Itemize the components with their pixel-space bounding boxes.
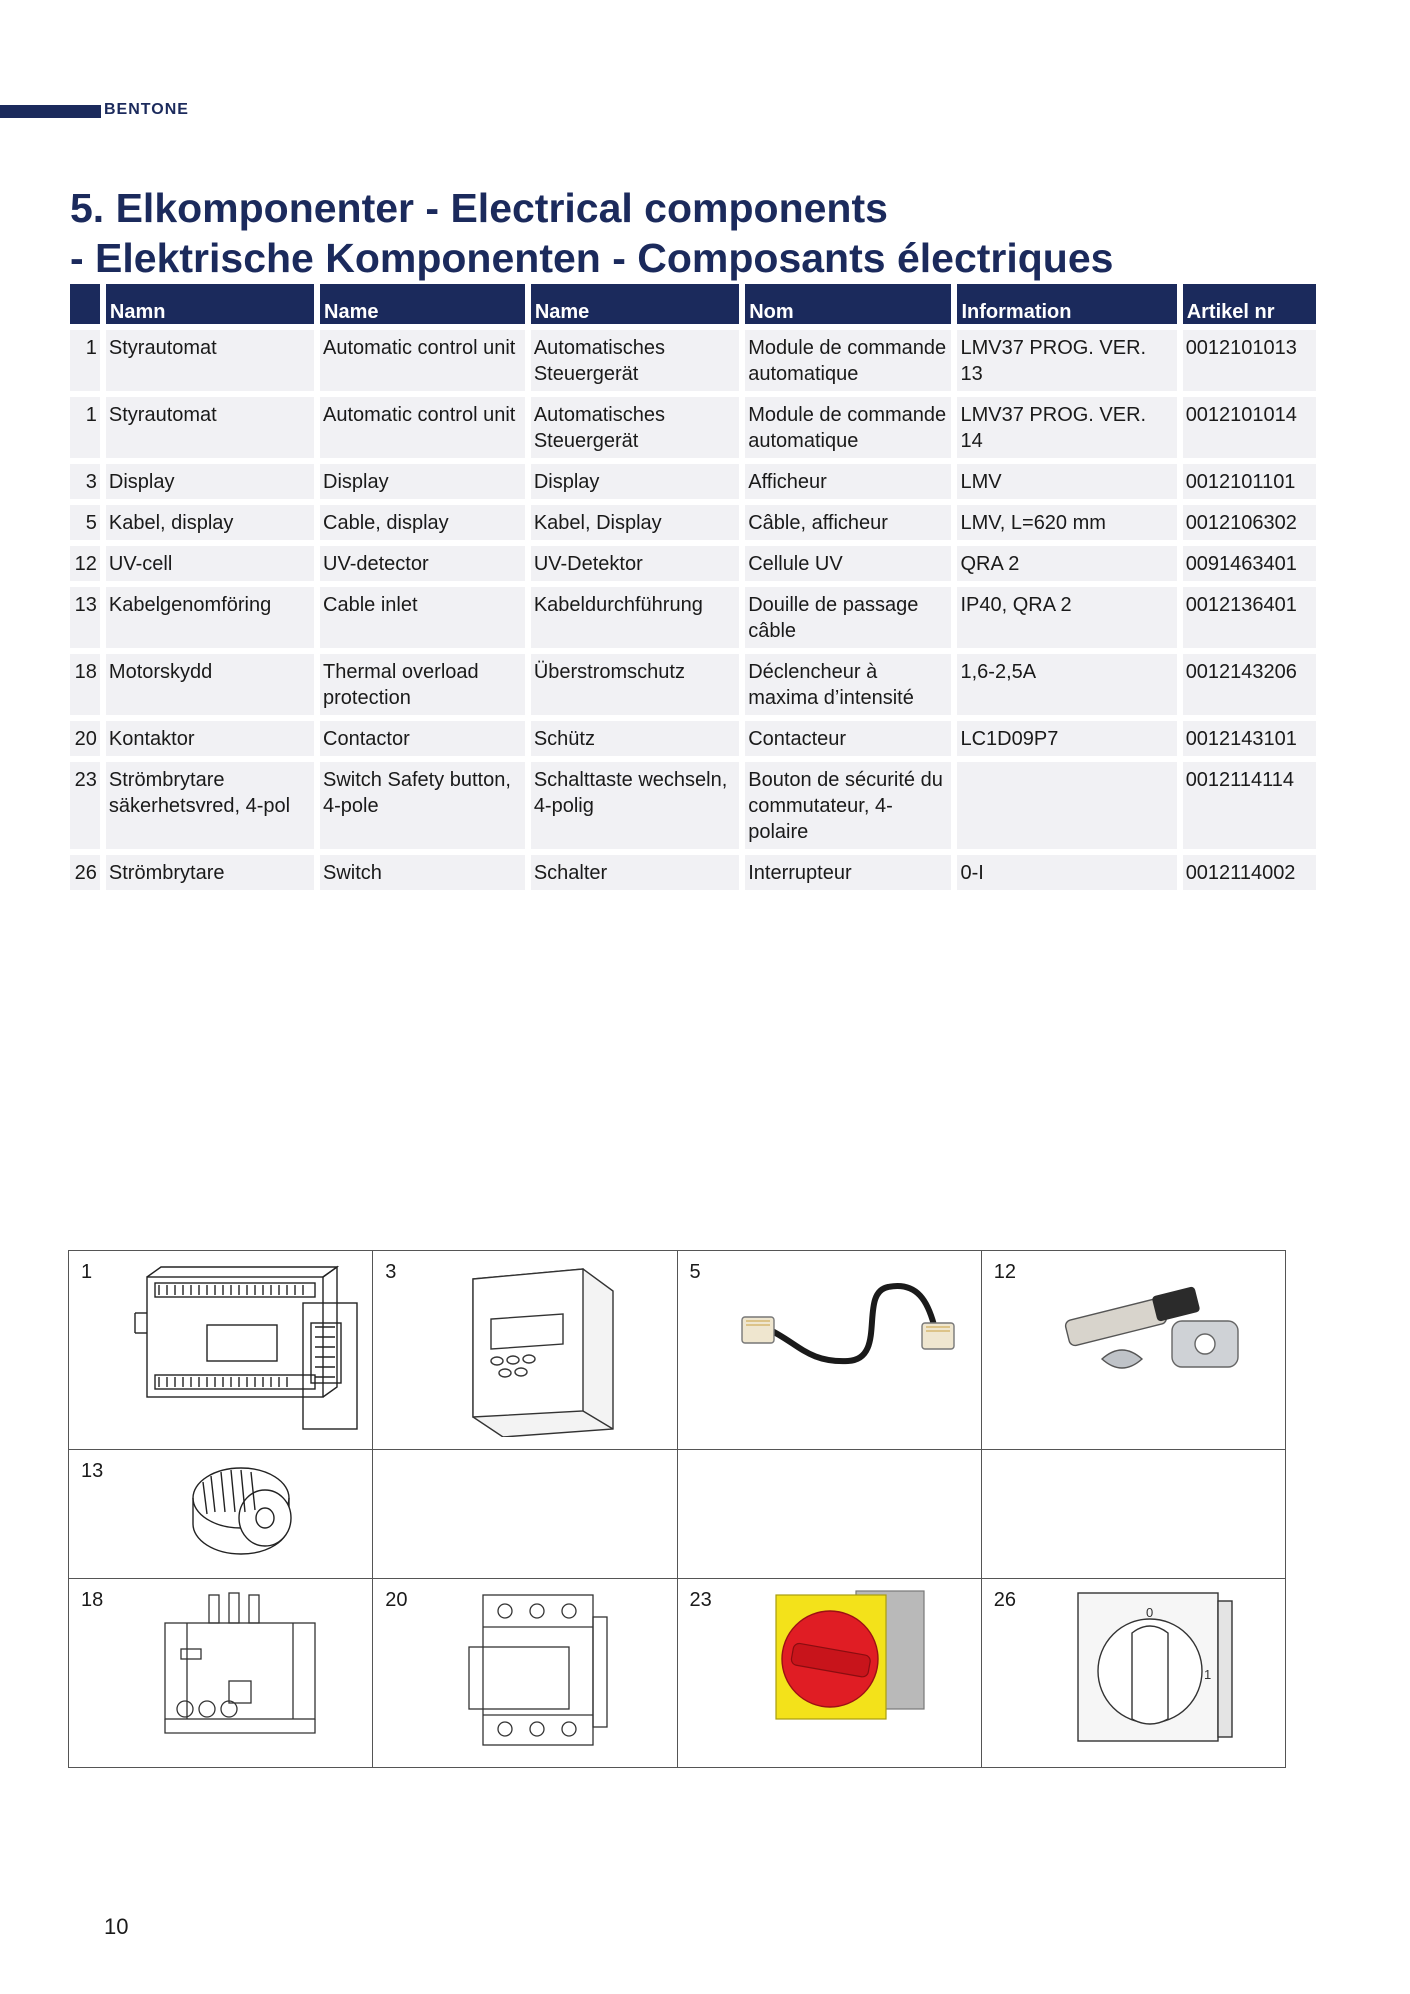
figure-cell-5 <box>677 1251 981 1450</box>
figure-label: 20 <box>385 1589 408 1611</box>
column-header-number <box>70 284 100 324</box>
figure-cell-12 <box>981 1251 1285 1450</box>
title-line-1: 5. Elkomponenter - Electrical components <box>70 185 888 231</box>
cell-information: LC1D09P7 <box>957 721 1176 756</box>
control-unit-drawing <box>127 1263 367 1439</box>
cell-item-number: 3 <box>70 464 100 499</box>
figure-cell-26 <box>981 1579 1285 1768</box>
cell-name-de: Kabel, Display <box>531 505 739 540</box>
cell-item-number: 20 <box>70 721 100 756</box>
component-image-grid <box>68 1250 1286 1768</box>
cell-item-number: 26 <box>70 855 100 890</box>
cell-name-sv: Styrautomat <box>106 330 314 391</box>
cell-article-number: 0012143101 <box>1183 721 1316 756</box>
cell-article-number: 0012114002 <box>1183 855 1316 890</box>
display-cable-image <box>738 1273 968 1383</box>
figure-label: 12 <box>993 1261 1016 1283</box>
table-row <box>70 397 1316 458</box>
parts-table <box>64 278 1322 896</box>
column-header-nom: Nom <box>745 284 951 324</box>
figure-label: 13 <box>81 1460 104 1482</box>
cell-name-fr: Bouton de sécurité du commutateur, 4-polaire <box>745 762 951 849</box>
column-header-name-en: Name <box>320 284 525 324</box>
title-line-2: - Elektrische Komponenten - Composants électriques <box>70 235 1114 281</box>
cell-item-number: 5 <box>70 505 100 540</box>
cell-name-de: Schütz <box>531 721 739 756</box>
table-row <box>70 464 1316 499</box>
cell-name-sv: Strömbrytare <box>106 855 314 890</box>
cell-name-en: Cable, display <box>320 505 525 540</box>
brand-bar <box>0 105 101 118</box>
figure-cell-1 <box>69 1251 373 1450</box>
column-header-artikel-nr: Artikel nr <box>1183 284 1316 324</box>
cell-information: QRA 2 <box>957 546 1176 581</box>
cable-inlet-drawing <box>181 1454 311 1572</box>
table-row <box>70 762 1316 849</box>
cell-name-fr: Afficheur <box>745 464 951 499</box>
cell-information: 0-I <box>957 855 1176 890</box>
table-row <box>70 505 1316 540</box>
cell-name-en: Switch <box>320 855 525 890</box>
cell-name-de: Überstromschutz <box>531 654 739 715</box>
cell-information: LMV <box>957 464 1176 499</box>
cell-article-number: 0012136401 <box>1183 587 1316 648</box>
cell-information: 1,6-2,5A <box>957 654 1176 715</box>
cell-information: LMV37 PROG. VER. 13 <box>957 330 1176 391</box>
cell-name-de: Display <box>531 464 739 499</box>
cell-name-de: Automatisches Steuergerät <box>531 330 739 391</box>
cell-item-number: 12 <box>70 546 100 581</box>
figure-label: 26 <box>993 1589 1016 1611</box>
rotary-switch-drawing <box>1072 1587 1242 1747</box>
figure-cell-3 <box>373 1251 677 1450</box>
cell-name-sv: Strömbrytare säkerhetsvred, 4-pol <box>106 762 314 849</box>
cell-name-sv: Display <box>106 464 314 499</box>
cell-article-number: 0091463401 <box>1183 546 1316 581</box>
table-row <box>70 654 1316 715</box>
thermal-overload-drawing <box>157 1589 327 1749</box>
cell-name-de: Kabeldurchführung <box>531 587 739 648</box>
cell-article-number: 0012143206 <box>1183 654 1316 715</box>
cell-item-number: 1 <box>70 330 100 391</box>
column-header-information: Information <box>957 284 1176 324</box>
cell-name-fr: Déclencheur à maxima d’intensité <box>745 654 951 715</box>
cell-information: LMV, L=620 mm <box>957 505 1176 540</box>
cell-name-en: Contactor <box>320 721 525 756</box>
cell-name-en: Automatic control unit <box>320 330 525 391</box>
cell-name-en: Display <box>320 464 525 499</box>
cell-name-sv: Motorskydd <box>106 654 314 715</box>
cell-name-fr: Douille de passage câble <box>745 587 951 648</box>
cell-name-en: Thermal overload protection <box>320 654 525 715</box>
safety-switch-image <box>770 1587 940 1737</box>
table-row <box>70 721 1316 756</box>
switch-mark-on: 1 <box>1203 1667 1211 1682</box>
page-title <box>70 183 1113 283</box>
cell-information: LMV37 PROG. VER. 14 <box>957 397 1176 458</box>
cell-name-sv: Kabel, display <box>106 505 314 540</box>
cell-name-de: UV-Detektor <box>531 546 739 581</box>
cell-name-sv: Styrautomat <box>106 397 314 458</box>
cell-item-number: 1 <box>70 397 100 458</box>
cell-name-sv: Kontaktor <box>106 721 314 756</box>
table-row <box>70 855 1316 890</box>
brand-name: BENTONE <box>104 101 189 118</box>
figure-label: 5 <box>689 1261 701 1283</box>
cell-article-number: 0012101101 <box>1183 464 1316 499</box>
figure-cell-13 <box>69 1450 373 1579</box>
cell-article-number: 0012101013 <box>1183 330 1316 391</box>
cell-name-fr: Contacteur <box>745 721 951 756</box>
figure-label: 23 <box>689 1589 712 1611</box>
cell-article-number: 0012106302 <box>1183 505 1316 540</box>
cell-name-fr: Module de commande automatique <box>745 397 951 458</box>
cell-name-sv: Kabelgenomföring <box>106 587 314 648</box>
cell-name-en: UV-detector <box>320 546 525 581</box>
cell-name-en: Switch Safety button, 4-pole <box>320 762 525 849</box>
table-row <box>70 587 1316 648</box>
figure-label: 3 <box>385 1261 397 1283</box>
switch-mark-off: 0 <box>1145 1605 1153 1620</box>
cell-name-fr: Module de commande automatique <box>745 330 951 391</box>
cell-name-fr: Interrupteur <box>745 855 951 890</box>
cell-name-fr: Câble, afficheur <box>745 505 951 540</box>
cell-information: IP40, QRA 2 <box>957 587 1176 648</box>
column-header-name-de: Name <box>531 284 739 324</box>
table-row <box>70 330 1316 391</box>
cell-article-number: 0012101014 <box>1183 397 1316 458</box>
uv-cell-image <box>1060 1269 1250 1399</box>
cell-name-de: Schalttaste wechseln, 4-polig <box>531 762 739 849</box>
cell-item-number: 13 <box>70 587 100 648</box>
figure-cell-23 <box>677 1579 981 1768</box>
display-drawing <box>463 1261 623 1437</box>
cell-information <box>957 762 1176 849</box>
cell-name-de: Schalter <box>531 855 739 890</box>
figure-label: 1 <box>81 1261 93 1283</box>
cell-item-number: 18 <box>70 654 100 715</box>
figure-cell-18 <box>69 1579 373 1768</box>
column-header-namn: Namn <box>106 284 314 324</box>
cell-name-fr: Cellule UV <box>745 546 951 581</box>
table-header-row <box>70 284 1316 324</box>
cell-name-en: Automatic control unit <box>320 397 525 458</box>
cell-article-number: 0012114114 <box>1183 762 1316 849</box>
figure-label: 18 <box>81 1589 104 1611</box>
contactor-drawing <box>457 1587 627 1757</box>
figure-cell-20 <box>373 1579 677 1768</box>
cell-name-sv: UV-cell <box>106 546 314 581</box>
cell-name-en: Cable inlet <box>320 587 525 648</box>
figure-cell-empty-2 <box>677 1450 981 1579</box>
figure-cell-empty-1 <box>373 1450 677 1579</box>
cell-name-de: Automatisches Steuergerät <box>531 397 739 458</box>
page-number: 10 <box>104 1914 129 1939</box>
table-row <box>70 546 1316 581</box>
figure-cell-empty-3 <box>981 1450 1285 1579</box>
cell-item-number: 23 <box>70 762 100 849</box>
